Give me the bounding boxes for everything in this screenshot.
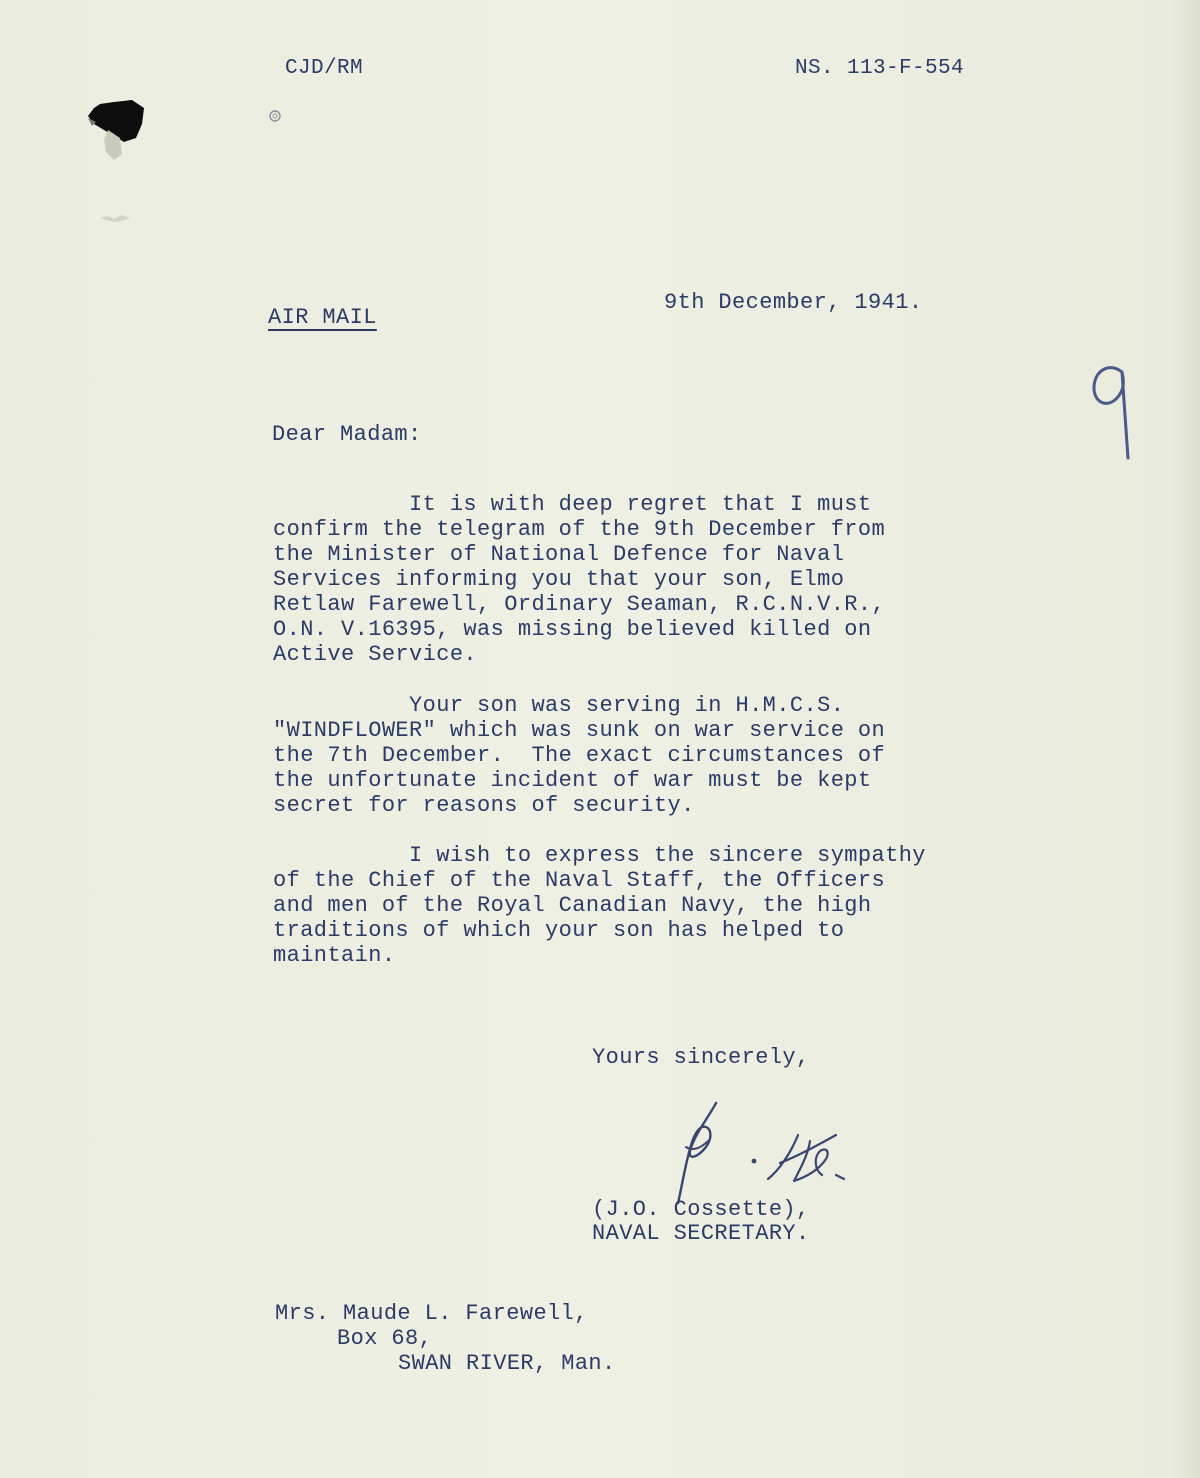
paragraph-2 <box>273 693 1033 818</box>
text-line: traditions of which your son has helped to <box>273 918 845 943</box>
text-line: maintain. <box>273 943 396 968</box>
text-line: secret for reasons of security. <box>273 793 695 818</box>
text-line: It is with deep regret that I must <box>273 492 872 517</box>
text-line: the 7th December. The exact circumstances of <box>273 743 886 768</box>
text-line: the Minister of National Defence for Naval <box>273 542 845 567</box>
folio-number-handwritten <box>1088 358 1138 468</box>
text-line: Your son was serving in H.M.C.S. <box>273 693 845 718</box>
text-line: and men of the Royal Canadian Navy, the high <box>273 893 872 918</box>
file-number: NS. 113-F-554 <box>795 57 965 80</box>
text-line: I wish to express the sincere sympathy <box>273 843 926 868</box>
text-line: confirm the telegram of the 9th December from <box>273 517 886 542</box>
salutation: Dear Madam: <box>272 422 422 447</box>
text-line: Services informing you that your son, Elmo <box>273 567 845 592</box>
paragraph-1 <box>273 492 1033 667</box>
text-line: of the Chief of the Naval Staff, the Officers <box>273 868 886 893</box>
text-line: Retlaw Farewell, Ordinary Seaman, R.C.N.V.R., <box>273 592 886 617</box>
text-line: the unfortunate incident of war must be kept <box>273 768 872 793</box>
paragraph-3 <box>273 843 1033 968</box>
text-line: "WINDFLOWER" which was sunk on war service on <box>273 718 886 743</box>
punch-hole-mark <box>80 90 160 170</box>
letter-date: 9th December, 1941. <box>664 290 923 315</box>
small-stamp-mark <box>267 108 283 124</box>
text-line: Active Service. <box>273 642 478 667</box>
closing: Yours sincerely, <box>592 1045 810 1070</box>
paper-speck <box>98 210 132 226</box>
recipient-box: Box 68, <box>337 1326 433 1351</box>
recipient-town: SWAN RIVER, Man. <box>398 1351 616 1376</box>
paper-edge-shadow <box>1170 0 1200 1478</box>
signatory-name: (J.O. Cossette), <box>592 1197 810 1222</box>
svg-text:9: 9 <box>1088 358 1089 359</box>
signatory-title: NAVAL SECRETARY. <box>592 1221 810 1246</box>
reference-initials: CJD/RM <box>285 57 364 80</box>
air-mail-label: AIR MAIL <box>268 305 377 330</box>
recipient-name: Mrs. Maude L. Farewell, <box>275 1301 588 1326</box>
text-line: O.N. V.16395, was missing believed killed on <box>273 617 872 642</box>
